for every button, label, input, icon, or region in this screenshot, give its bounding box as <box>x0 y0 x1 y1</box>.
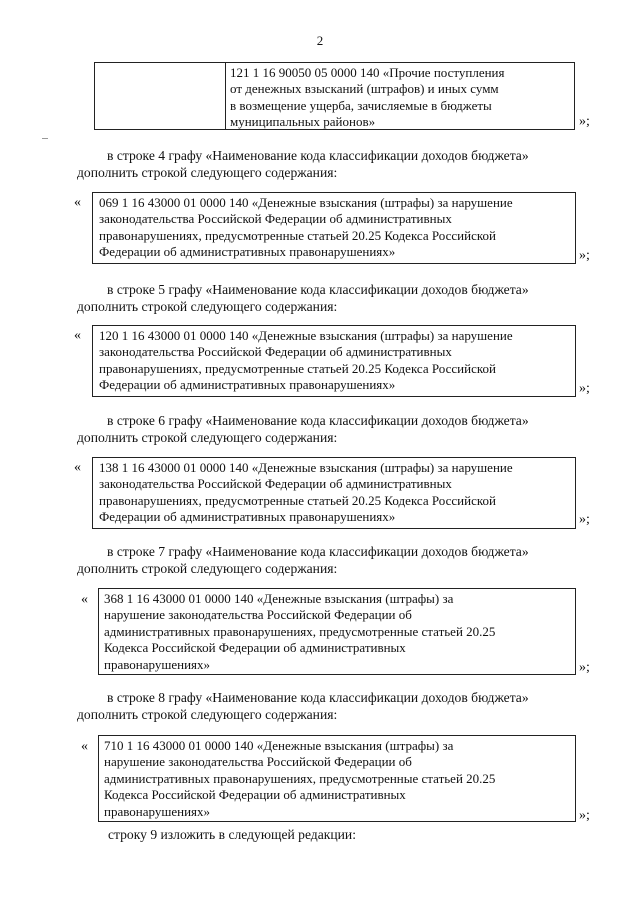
box-line: муниципальных районов» <box>230 114 376 130</box>
closing-quote: »; <box>579 381 590 396</box>
closing-instruction: строку 9 изложить в следующей редакции: <box>108 827 356 842</box>
box-line: правонарушениях, предусмотренные статьей 20.25 Кодекса Российской <box>99 360 496 376</box>
paragraph-line: в строке 5 графу «Наименование кода классификации доходов бюджета» <box>107 282 529 297</box>
box-line: 138 1 16 43000 01 0000 140 «Денежные взыскания (штрафы) за нарушение <box>99 460 513 475</box>
box-line: 368 1 16 43000 01 0000 140 «Денежные взыскания (штрафы) за <box>104 591 454 606</box>
paragraph-line: дополнить строкой следующего содержания: <box>77 561 338 576</box>
paragraph-line: дополнить строкой следующего содержания: <box>77 707 338 722</box>
box-text-710 <box>104 738 495 820</box>
box-line: в возмещение ущерба, зачисляемые в бюджеты <box>230 97 492 113</box>
page-number: 2 <box>316 33 324 48</box>
instruction-paragraph <box>77 412 597 446</box>
margin-mark <box>42 138 48 139</box>
box-text-069 <box>99 195 513 261</box>
instruction-paragraph <box>77 689 597 723</box>
box-line: 120 1 16 43000 01 0000 140 «Денежные взыскания (штрафы) за нарушение <box>99 328 513 343</box>
box-line: правонарушениях» <box>104 803 211 819</box>
box-line: правонарушениях» <box>104 656 211 672</box>
opening-quote: « <box>74 460 81 475</box>
paragraph-line: в строке 4 графу «Наименование кода классификации доходов бюджета» <box>107 148 529 163</box>
closing-quote: »; <box>579 248 590 263</box>
box-line: Федерации об административных правонарушениях» <box>99 377 396 393</box>
box-line: законодательства Российской Федерации об административных <box>99 476 452 492</box>
box-line: 121 1 16 90050 05 0000 140 «Прочие поступления <box>230 65 505 80</box>
box-text-120 <box>99 328 513 394</box>
box-line: нарушение законодательства Российской Федерации об <box>104 607 412 623</box>
paragraph-line: дополнить строкой следующего содержания: <box>77 299 338 314</box>
box-text-138 <box>99 460 513 526</box>
box-line: административных правонарушениях, предусмотренные статьей 20.25 <box>104 623 496 639</box>
paragraph-line: в строке 7 графу «Наименование кода классификации доходов бюджета» <box>107 544 529 559</box>
box-line: законодательства Российской Федерации об административных <box>99 211 452 227</box>
box-line: Федерации об административных правонарушениях» <box>99 509 396 525</box>
opening-quote: « <box>81 739 88 754</box>
instruction-paragraph <box>77 281 597 315</box>
box-line: правонарушениях, предусмотренные статьей 20.25 Кодекса Российской <box>99 492 496 508</box>
box-line: Кодекса Российской Федерации об административных <box>104 787 406 803</box>
box-text-368 <box>104 591 495 673</box>
closing-quote: »; <box>579 512 590 527</box>
closing-quote: »; <box>579 808 590 823</box>
paragraph-line: в строке 6 графу «Наименование кода классификации доходов бюджета» <box>107 413 529 428</box>
paragraph-line: дополнить строкой следующего содержания: <box>77 165 338 180</box>
closing-quote: »; <box>579 114 590 129</box>
instruction-paragraph <box>77 543 597 577</box>
opening-quote: « <box>74 195 81 210</box>
opening-quote: « <box>81 592 88 607</box>
instruction-paragraph <box>77 147 597 181</box>
box-line: правонарушениях, предусмотренные статьей 20.25 Кодекса Российской <box>99 227 496 243</box>
box-text-121 <box>230 65 505 131</box>
box-line: нарушение законодательства Российской Федерации об <box>104 754 412 770</box>
closing-quote: »; <box>579 660 590 675</box>
box-line: 710 1 16 43000 01 0000 140 «Денежные взыскания (штрафы) за <box>104 738 454 753</box>
table-column-divider <box>225 63 226 129</box>
paragraph-line: дополнить строкой следующего содержания: <box>77 430 338 445</box>
box-line: Кодекса Российской Федерации об административных <box>104 640 406 656</box>
paragraph-line: в строке 8 графу «Наименование кода классификации доходов бюджета» <box>107 690 529 705</box>
box-line: 069 1 16 43000 01 0000 140 «Денежные взыскания (штрафы) за нарушение <box>99 195 513 210</box>
box-line: административных правонарушениях, предусмотренные статьей 20.25 <box>104 770 496 786</box>
box-line: законодательства Российской Федерации об административных <box>99 344 452 360</box>
box-line: от денежных взысканий (штрафов) и иных сумм <box>230 81 499 97</box>
box-line: Федерации об административных правонарушениях» <box>99 244 396 260</box>
opening-quote: « <box>74 328 81 343</box>
